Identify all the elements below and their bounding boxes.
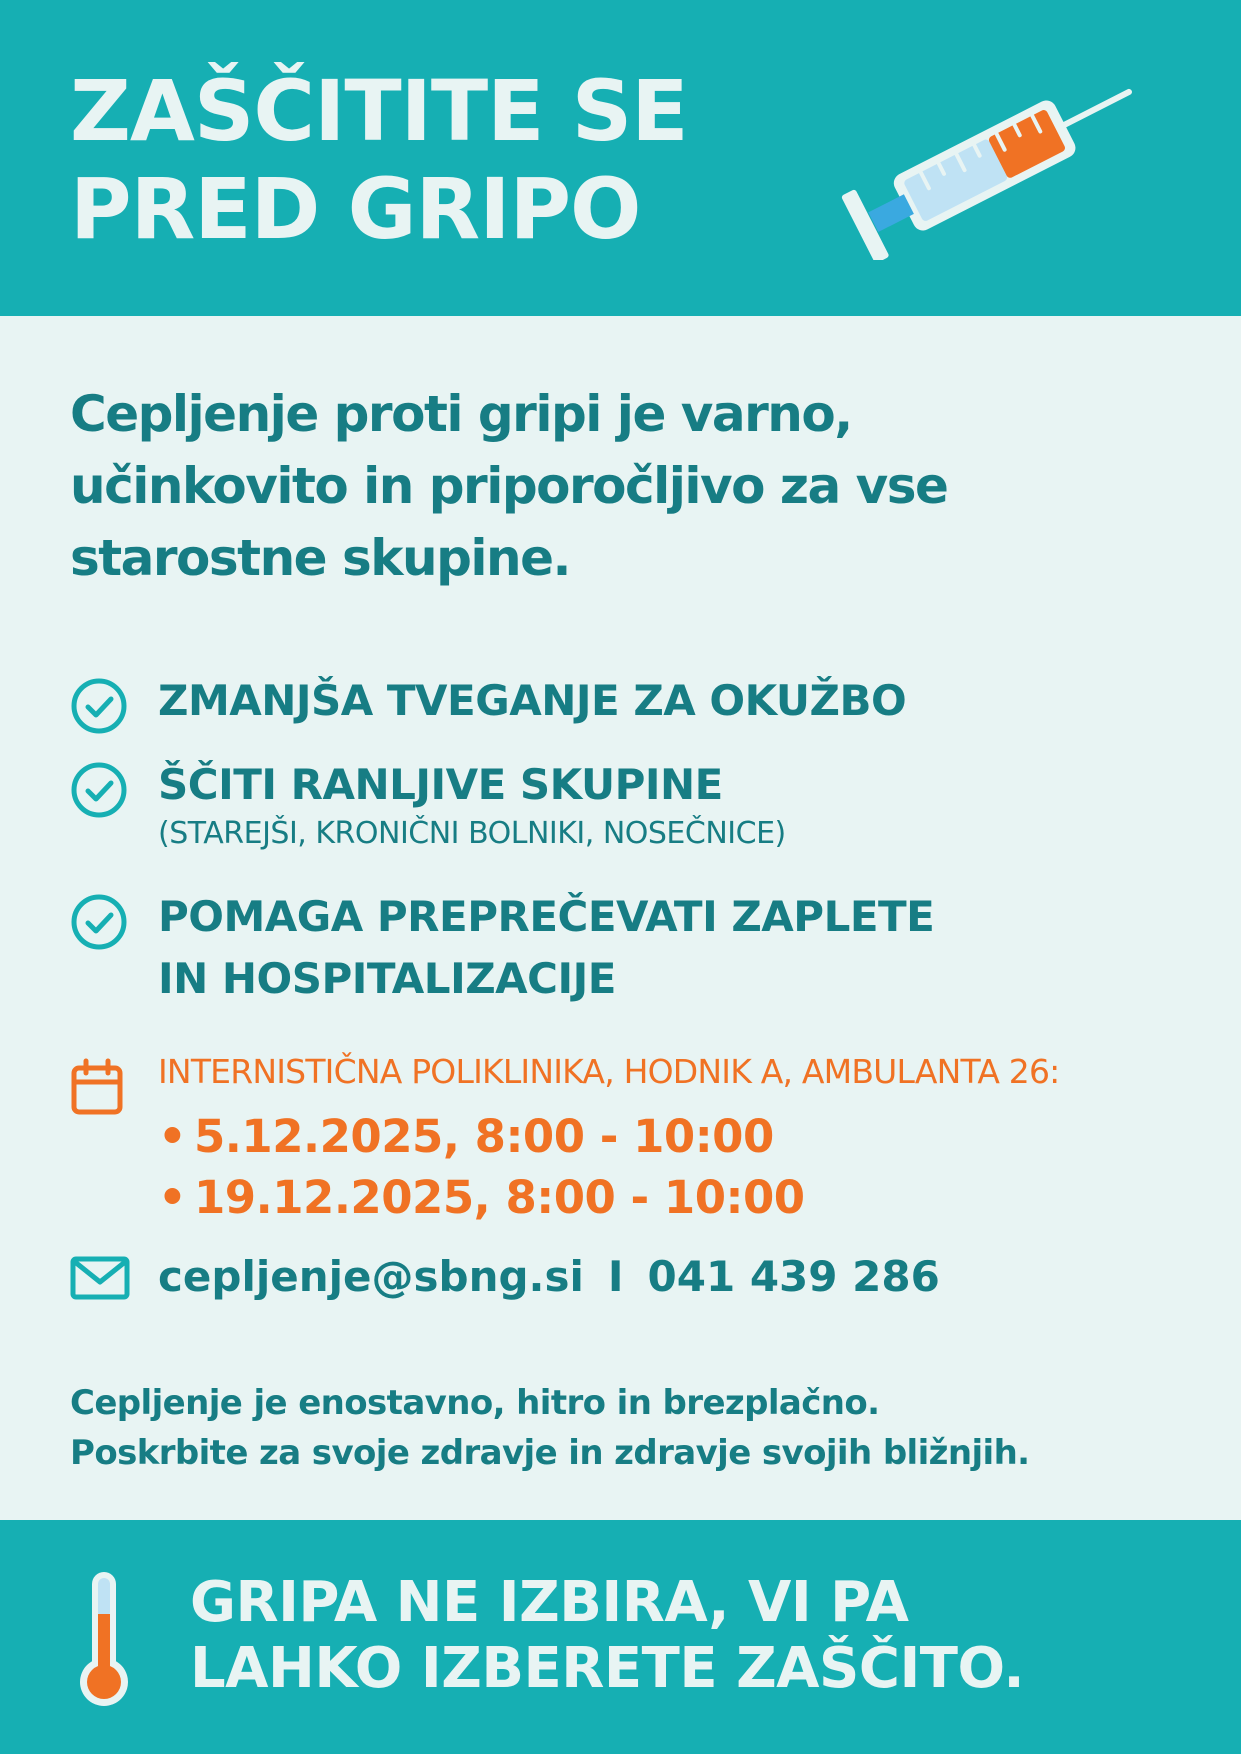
benefit-title-line-1: POMAGA PREPREČEVATI ZAPLETE	[158, 892, 935, 941]
lead-line-1: Cepljenje proti gripi je varno,	[70, 385, 852, 443]
benefit-title: ŠČITI RANLJIVE SKUPINE	[158, 760, 723, 809]
slogan-line-1: GRIPA NE IZBIRA, VI PA	[190, 1570, 909, 1635]
lead-line-2: učinkovito in priporočljivo za vse	[70, 457, 948, 515]
note-line-1: Cepljenje je enostavno, hitro in brezplačno.	[70, 1383, 880, 1423]
schedule-location: INTERNISTIČNA POLIKLINIKA, HODNIK A, AMBULANTA 26:	[158, 1052, 1060, 1091]
title-line-2: PRED GRIPO	[70, 160, 641, 258]
note-line-2: Poskrbite za svoje zdravje in zdravje svojih bližnjih.	[70, 1433, 1030, 1473]
footer-band	[0, 1520, 1241, 1754]
schedule-dates	[158, 1106, 805, 1228]
lead-line-3: starostne skupine.	[70, 529, 571, 587]
schedule-date: 19.12.2025, 8:00 - 10:00	[194, 1171, 805, 1224]
schedule-date: 5.12.2025, 8:00 - 10:00	[194, 1110, 774, 1163]
calendar-icon	[70, 1058, 124, 1116]
lead-paragraph	[70, 378, 1190, 594]
check-circle-icon	[70, 677, 128, 735]
header-band	[0, 0, 1241, 316]
list-item	[158, 1106, 805, 1167]
closing-note	[70, 1378, 1030, 1478]
footer-slogan	[190, 1570, 1024, 1702]
check-circle-icon	[70, 893, 128, 951]
syringe-icon	[825, 70, 1155, 260]
bullet: •	[158, 1110, 187, 1163]
page-title	[70, 62, 688, 258]
contact-line	[158, 1246, 940, 1308]
mail-icon	[70, 1256, 130, 1300]
benefit-title-line-2: IN HOSPITALIZACIJE	[158, 954, 616, 1003]
list-item	[158, 1167, 805, 1228]
title-line-1: ZAŠČITITE SE	[70, 62, 688, 160]
email-link[interactable]: cepljenje@sbng.si	[158, 1252, 584, 1301]
benefit-title: ZMANJŠA TVEGANJE ZA OKUŽBO	[158, 676, 907, 725]
benefit-subtitle: (STAREJŠI, KRONIČNI BOLNIKI, NOSEČNICE)	[158, 816, 786, 851]
slogan-line-2: LAHKO IZBERETE ZAŠČITO.	[190, 1636, 1025, 1701]
thermometer-icon	[78, 1570, 130, 1708]
phone-number[interactable]: 041 439 286	[647, 1252, 940, 1301]
bullet: •	[158, 1171, 187, 1224]
check-circle-icon	[70, 761, 128, 819]
contact-separator: I	[607, 1252, 624, 1301]
